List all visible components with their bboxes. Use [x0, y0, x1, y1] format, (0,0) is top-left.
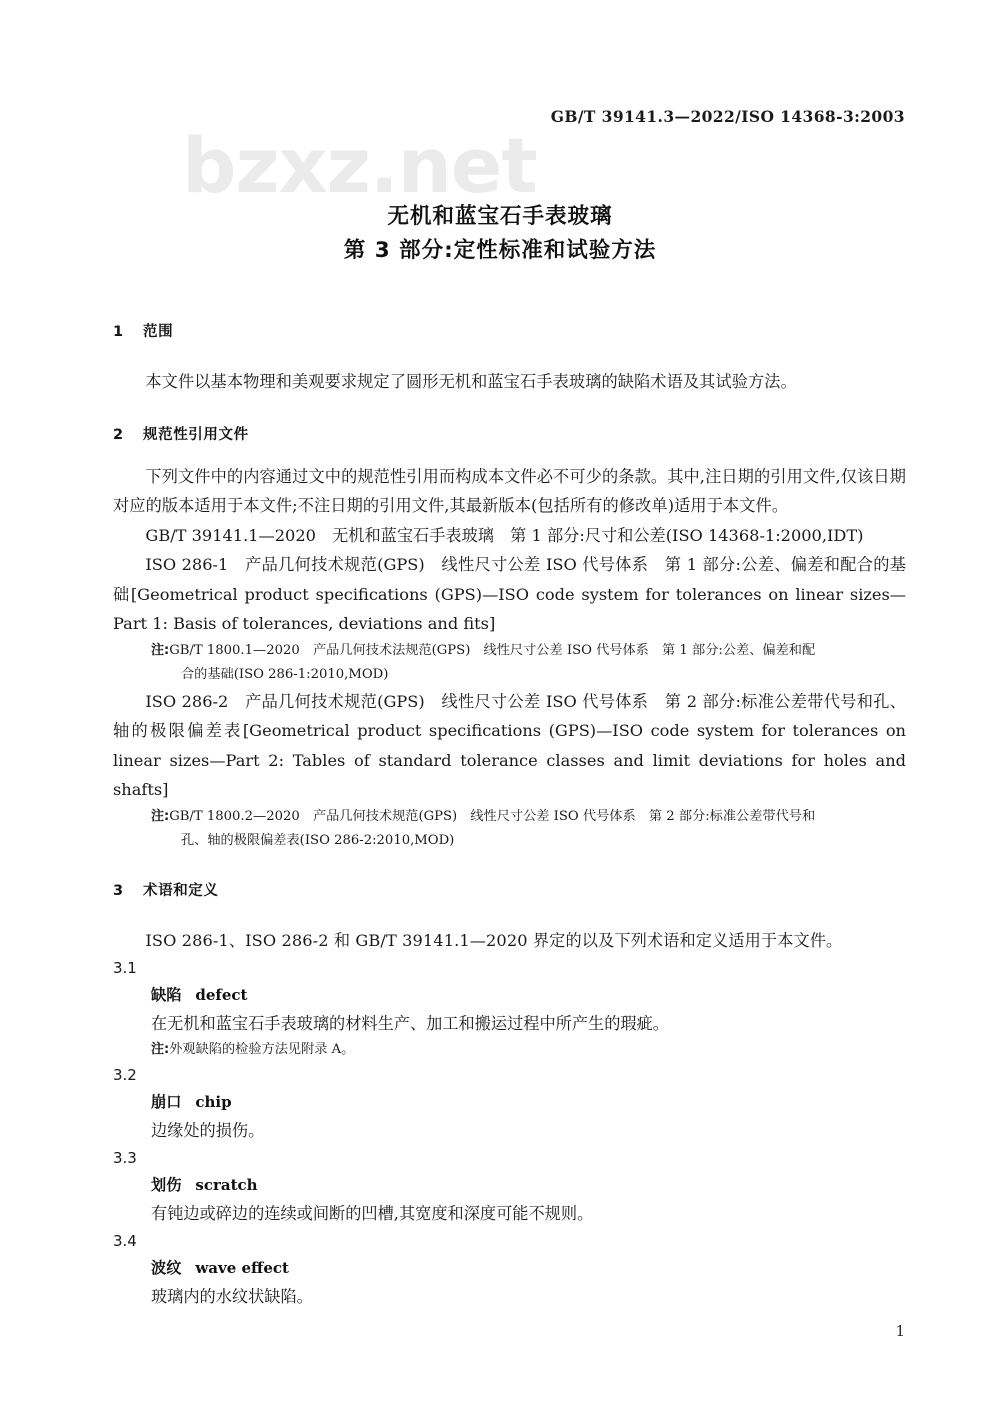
term-name — [151, 981, 906, 1009]
term-number: 3.1 — [113, 959, 137, 977]
note-label: 注: — [151, 1042, 170, 1057]
term-name-en: wave effect — [195, 1259, 289, 1277]
section-number-2: 2 — [113, 426, 124, 443]
reference-note-continued: 孔、轴的极限偏差表(ISO 286-2:2010,MOD) — [181, 832, 455, 848]
section-title-3: 术语和定义 — [143, 882, 219, 899]
note-text: GB/T 1800.1—2020 产品几何技术法规范(GPS) 线性尺寸公差 ISO 代号体系 第 1 部分:公差、偏差和配 — [169, 642, 816, 658]
term-name-cn: 缺陷 — [151, 986, 182, 1004]
note-label: 注: — [151, 642, 170, 658]
term-name-cn: 崩口 — [151, 1093, 182, 1111]
section-title-1: 范围 — [143, 324, 174, 340]
reference-note-continued: 合的基础(ISO 286-1:2010,MOD) — [181, 666, 389, 682]
term-name-en: scratch — [195, 1176, 258, 1194]
section-heading-normative-references — [113, 423, 906, 444]
term-name — [151, 1171, 906, 1199]
note-label: 注: — [151, 808, 170, 824]
reference-entry: ISO 286-2 产品几何技术规范(GPS) 线性尺寸公差 ISO 代号体系 第 2 部分:标准公差带代号和孔、轴的极限偏差表[Geometrical product specifications (GPS)—ISO code system for tolerances on linear sizes—Part 2: Tables of standard tolerance classes and limit deviations for holes and shafts] — [113, 691, 906, 799]
term-name-cn: 划伤 — [151, 1176, 182, 1194]
title-line-1: 无机和蓝宝石手表玻璃 — [387, 204, 613, 229]
term-definition: 边缘处的损伤。 — [151, 1121, 265, 1140]
terms-intro: ISO 286-1、ISO 286-2 和 GB/T 39141.1—2020 界定的以及下列术语和定义适用于本文件。 — [145, 930, 843, 950]
document-body — [113, 320, 906, 1311]
document-header-standard-code: GB/T 39141.3—2022/ISO 14368-3:2003 — [550, 107, 905, 126]
spacer — [113, 341, 906, 367]
spacer — [113, 444, 906, 462]
term-name-cn: 波纹 — [151, 1259, 182, 1277]
term-definition: 在无机和蓝宝石手表玻璃的材料生产、加工和搬运过程中所产生的瑕疵。 — [151, 1014, 669, 1033]
term-number: 3.2 — [113, 1066, 137, 1084]
scope-paragraph: 本文件以基本物理和美观要求规定了圆形无机和蓝宝石手表玻璃的缺陷术语及其试验方法。 — [145, 372, 797, 391]
page-number: 1 — [895, 1322, 905, 1340]
spacer — [113, 397, 906, 423]
reference-entry: ISO 286-1 产品几何技术规范(GPS) 线性尺寸公差 ISO 代号体系 第 1 部分:公差、偏差和配合的基础[Geometrical product specifications (GPS)—ISO code system for tolerances on linear sizes—Part 1: Basis of tolerances, deviations and fits] — [113, 555, 906, 633]
term-name — [151, 1088, 906, 1116]
section-number-1: 1 — [113, 324, 124, 340]
term-number: 3.4 — [113, 1232, 137, 1250]
normative-references-intro: 下列文件中的内容通过文中的规范性引用而构成本文件必不可少的条款。其中,注日期的引用文件,仅该日期对应的版本适用于本文件;不注日期的引用文件,其最新版本(包括所有的修改单)适用于本文件。 — [113, 466, 906, 515]
term-definition: 玻璃内的水纹状缺陷。 — [151, 1287, 313, 1306]
section-heading-scope — [113, 320, 906, 341]
note-text: GB/T 1800.2—2020 产品几何技术规范(GPS) 线性尺寸公差 ISO 代号体系 第 2 部分:标准公差带代号和 — [169, 808, 816, 824]
section-number-3: 3 — [113, 882, 124, 899]
term-note — [151, 1038, 906, 1062]
term-name-en: chip — [195, 1093, 232, 1111]
note-text: 外观缺陷的检验方法见附录 A。 — [169, 1042, 355, 1057]
reference-entry: GB/T 39141.1—2020 无机和蓝宝石手表玻璃 第 1 部分:尺寸和公差(ISO 14368-1:2000,IDT) — [145, 525, 864, 545]
section-title-2: 规范性引用文件 — [143, 426, 249, 443]
term-definition: 有钝边或碎边的连续或间断的凹槽,其宽度和深度可能不规则。 — [151, 1204, 594, 1223]
watermark-bzxz: bzxz.net — [182, 121, 537, 210]
term-name-en: defect — [195, 986, 248, 1004]
document-title — [0, 200, 1000, 268]
reference-note — [151, 639, 906, 663]
spacer — [113, 900, 906, 926]
title-line-2: 第 3 部分:定性标准和试验方法 — [343, 238, 657, 263]
section-heading-terms — [113, 879, 906, 900]
reference-note — [151, 805, 906, 829]
term-number: 3.3 — [113, 1149, 137, 1167]
spacer — [113, 853, 906, 879]
term-name — [151, 1254, 906, 1282]
